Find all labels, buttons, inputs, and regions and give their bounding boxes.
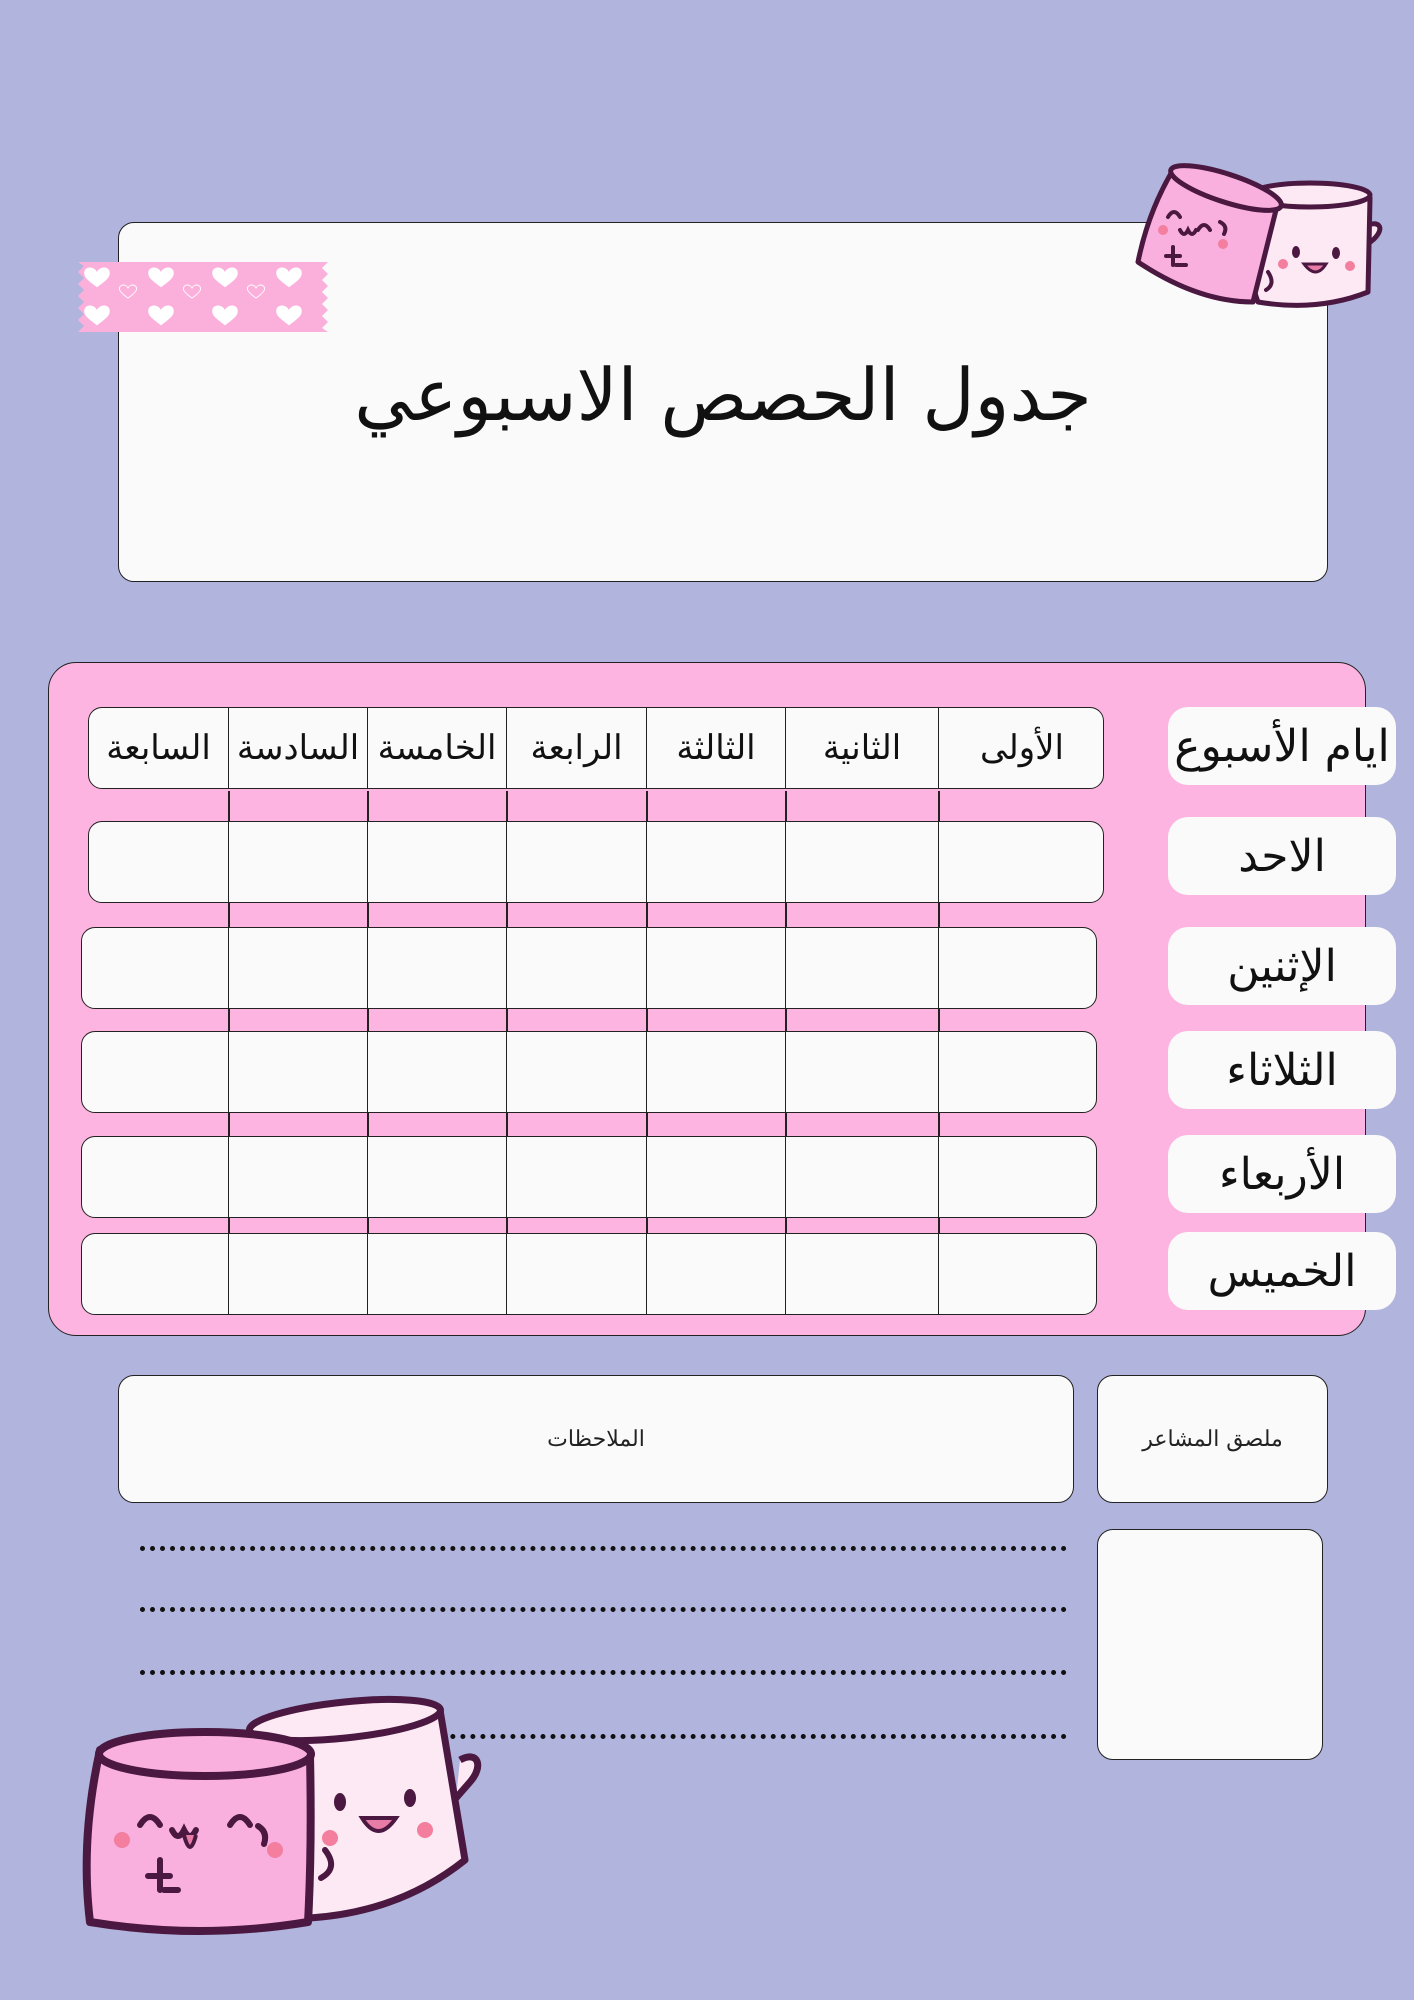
stickers-label: ملصق المشاعر xyxy=(1142,1426,1283,1452)
schedule-cell[interactable] xyxy=(647,1234,786,1314)
schedule-row-monday[interactable] xyxy=(81,927,1097,1009)
period-header-5: الخامسة xyxy=(368,708,507,788)
schedule-row-wednesday[interactable] xyxy=(81,1136,1097,1218)
schedule-cell[interactable] xyxy=(229,1234,368,1314)
schedule-cell[interactable] xyxy=(229,1137,368,1217)
day-label-sunday: الاحد xyxy=(1168,817,1396,895)
period-header-6: السادسة xyxy=(229,708,368,788)
schedule-cell[interactable] xyxy=(786,1137,939,1217)
day-label-tuesday: الثلاثاء xyxy=(1168,1031,1396,1109)
schedule-cell[interactable] xyxy=(507,1032,647,1112)
schedule-row-thursday[interactable] xyxy=(81,1233,1097,1315)
schedule-row-sunday[interactable] xyxy=(88,821,1104,903)
schedule-cell[interactable] xyxy=(368,1137,507,1217)
schedule-cell[interactable] xyxy=(507,822,647,902)
schedule-cell[interactable] xyxy=(368,928,507,1008)
schedule-cell[interactable] xyxy=(507,1137,647,1217)
pink-marshmallow-icon xyxy=(87,1732,311,1931)
period-header-2: الثانية xyxy=(786,708,939,788)
stickers-header-box xyxy=(1097,1375,1328,1503)
schedule-cell[interactable] xyxy=(786,1234,939,1314)
notes-header-box xyxy=(118,1375,1074,1503)
schedule-cell[interactable] xyxy=(82,1032,229,1112)
schedule-cell[interactable] xyxy=(89,822,229,902)
schedule-cell[interactable] xyxy=(647,822,786,902)
schedule-row-tuesday[interactable] xyxy=(81,1031,1097,1113)
notes-line-3[interactable] xyxy=(140,1670,1067,1675)
notes-label: الملاحظات xyxy=(547,1426,645,1452)
period-header-7: السابعة xyxy=(89,708,229,788)
schedule-cell[interactable] xyxy=(786,1032,939,1112)
header-row xyxy=(88,707,1104,789)
schedule-cell[interactable] xyxy=(229,1032,368,1112)
sticker-box[interactable] xyxy=(1097,1529,1323,1760)
notes-line-1[interactable] xyxy=(140,1546,1067,1551)
corner-label: ايام الأسبوع xyxy=(1168,707,1396,785)
schedule-cell[interactable] xyxy=(507,1234,647,1314)
day-label-wednesday: الأربعاء xyxy=(1168,1135,1396,1213)
marshmallow-pair-small-decoration xyxy=(1128,152,1390,322)
day-label-thursday: الخميس xyxy=(1168,1232,1396,1310)
schedule-cell[interactable] xyxy=(82,1234,229,1314)
schedule-cell[interactable] xyxy=(368,1234,507,1314)
schedule-cell[interactable] xyxy=(786,928,939,1008)
schedule-cell[interactable] xyxy=(82,1137,229,1217)
schedule-cell[interactable] xyxy=(786,822,939,902)
schedule-cell[interactable] xyxy=(229,928,368,1008)
period-header-4: الرابعة xyxy=(507,708,647,788)
schedule-cell[interactable] xyxy=(229,822,368,902)
washi-tape-decoration xyxy=(78,262,328,332)
schedule-panel xyxy=(48,662,1390,1336)
schedule-cell[interactable] xyxy=(647,1032,786,1112)
notes-line-2[interactable] xyxy=(140,1607,1067,1612)
page-title: جدول الحصص الاسبوعي xyxy=(354,353,1092,437)
schedule-cell[interactable] xyxy=(507,928,647,1008)
day-label-monday: الإثنين xyxy=(1168,927,1396,1005)
schedule-cell[interactable] xyxy=(368,822,507,902)
schedule-cell[interactable] xyxy=(82,928,229,1008)
schedule-cell[interactable] xyxy=(647,1137,786,1217)
marshmallow-pair-large-decoration xyxy=(80,1690,500,1940)
schedule-cell[interactable] xyxy=(368,1032,507,1112)
period-header-1: الأولى xyxy=(980,728,1064,768)
period-header-3: الثالثة xyxy=(647,708,786,788)
schedule-cell[interactable] xyxy=(647,928,786,1008)
